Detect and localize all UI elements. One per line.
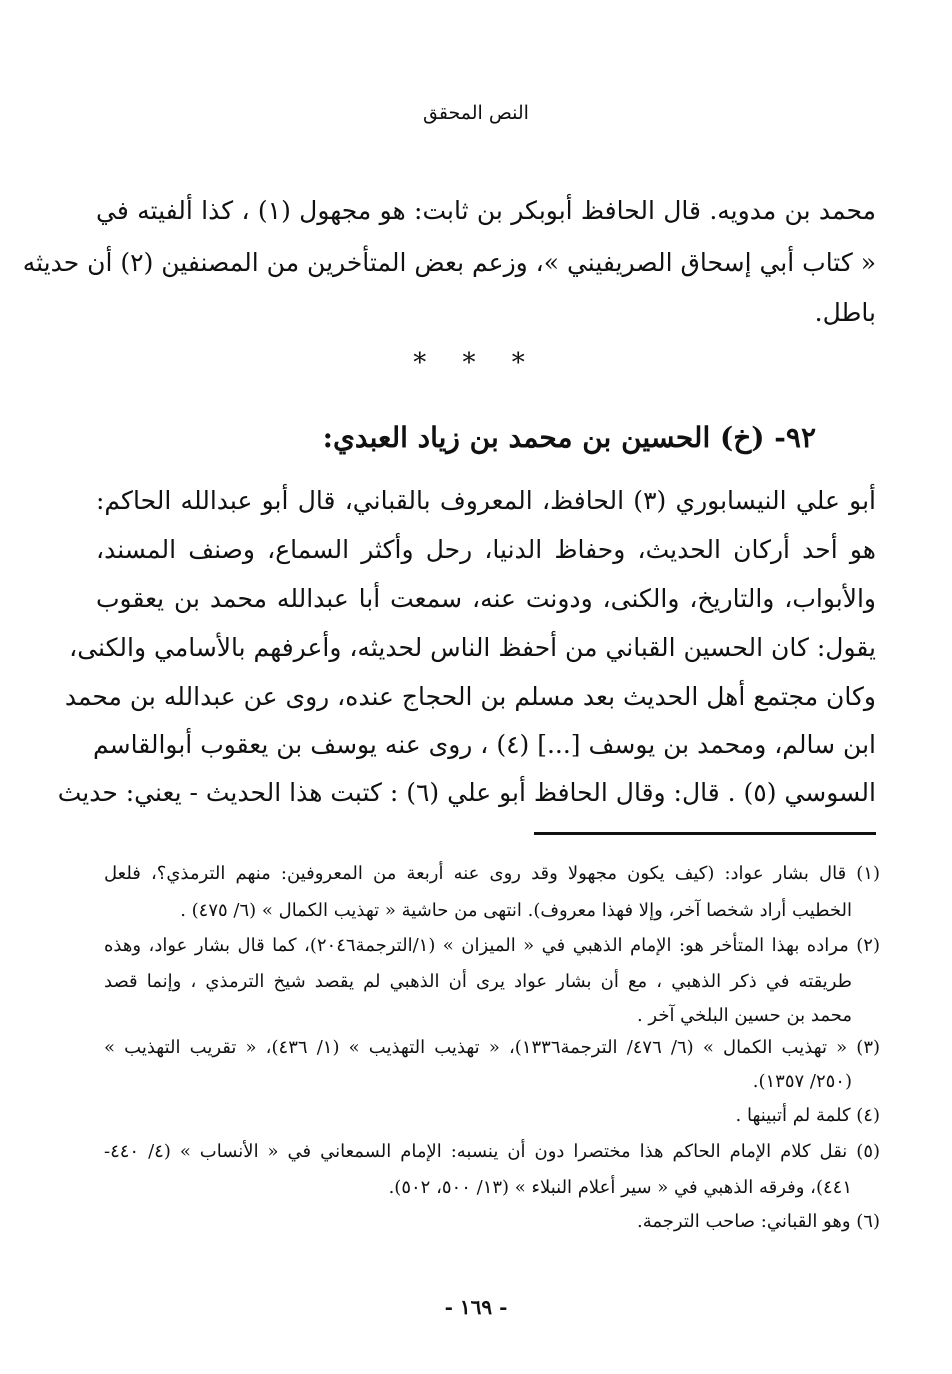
footnote-5-line-2: ٤٤١)، وفرقه الذهبي في « سير أعلام النبلاء » (١٣/ ٥٠٠، ٥٠٢). xyxy=(388,1177,852,1198)
footnote-3-line-2: (٢٥٠/ ١٣٥٧). xyxy=(752,1071,852,1092)
entry-line-4: يقول: كان الحسين القباني من أحفظ الناس لحديثه، وأعرفهم بالأسامي والكنى، xyxy=(69,633,876,662)
footnote-5-line-1: (٥) نقل كلام الإمام الحاكم هذا مختصرا دون أن ينسبه: الإمام السمعاني في « الأنساب » (٤/ ٤٤٠- xyxy=(104,1141,881,1162)
section-separator: * * * xyxy=(413,348,539,378)
intro-line-1: محمد بن مدويه. قال الحافظ أبوبكر بن ثابت: هو مجهول (١) ، كذا ألفيته في xyxy=(96,196,876,225)
footnote-3-line-1: (٣) « تهذيب الكمال » (٦/ ٤٧٦/ الترجمة١٣٣٦)، « تهذيب التهذيب » (١/ ٤٣٦)، « تقريب التهذيب » xyxy=(104,1037,881,1058)
entry-line-6: ابن سالم، ومحمد بن يوسف [...] (٤) ، روى عنه يوسف بن يعقوب أبوالقاسم xyxy=(93,730,876,759)
running-header: النص المحقق xyxy=(423,102,529,124)
footnote-2-line-1: (٢) مراده بهذا المتأخر هو: الإمام الذهبي في « الميزان » (١/الترجمة٢٠٤٦)، كما قال بشار عواد، وهذه xyxy=(104,935,880,956)
intro-line-3: باطل. xyxy=(814,298,876,327)
entry-line-7: السوسي (٥) . قال: وقال الحافظ أبو علي (٦) : كتبت هذا الحديث - يعني: حديث xyxy=(57,778,876,807)
footnote-2-line-2: طريقته في ذكر الذهبي ، مع أن بشار عواد يرى أن الذهبي لم يقصد شيخ الترمذي ، وإنما قصد xyxy=(104,971,852,992)
entry-line-3: والأبواب، والتاريخ، والكنى، ودونت عنه، سمعت أبا عبدالله محمد بن يعقوب xyxy=(96,584,876,613)
footnote-2-line-3: محمد بن حسين البلخي آخر . xyxy=(636,1005,852,1026)
entry-line-1: أبو علي النيسابوري (٣) الحافظ، المعروف بالقباني، قال أبو عبدالله الحاكم: xyxy=(96,486,876,515)
footnote-6: (٦) وهو القباني: صاحب الترجمة. xyxy=(636,1211,880,1232)
footnote-divider xyxy=(534,832,876,835)
intro-line-2: « كتاب أبي إسحاق الصريفيني »، وزعم بعض المتأخرين من المصنفين (٢) أن حديثه xyxy=(22,248,876,277)
page-number: - ١٦٩ - xyxy=(444,1295,508,1319)
entry-heading: ٩٢- (خ) الحسين بن محمد بن زياد العبدي: xyxy=(322,421,816,454)
footnote-4: (٤) كلمة لم أتبينها . xyxy=(735,1105,880,1126)
entry-line-5: وكان مجتمع أهل الحديث بعد مسلم بن الحجاج عنده، روى عن عبدالله بن محمد xyxy=(64,682,876,711)
entry-line-2: هو أحد أركان الحديث، وحفاظ الدنيا، رحل وأكثر السماع، وصنف المسند، xyxy=(96,535,876,564)
footnote-1-line-2: الخطيب أراد شخصا آخر، وإلا فهذا معروف). انتهى من حاشية « تهذيب الكمال » (٦/ ٤٧٥) . xyxy=(180,900,852,921)
footnote-1-line-1: (١) قال بشار عواد: (كيف يكون مجهولا وقد روى عنه أربعة من المعروفين: منهم الترمذي؟، فلعل xyxy=(104,863,880,884)
